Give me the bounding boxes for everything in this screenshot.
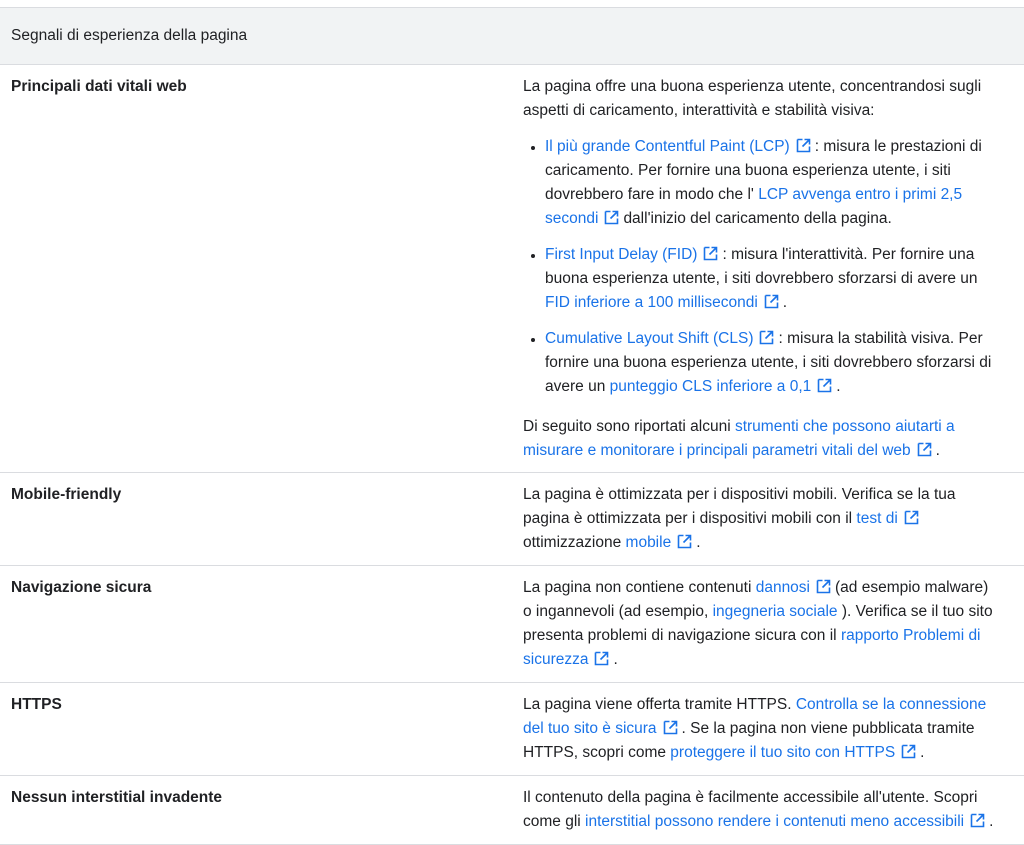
harmful-link[interactable]: dannosi (755, 579, 810, 596)
cwv-metrics-list (523, 135, 994, 399)
interstitial-text-1: Il contenuto della pagina è facilmente accessibile all'utente. Scopri come gli (523, 789, 978, 830)
external-link-icon[interactable] (663, 720, 678, 735)
cwv-outro (523, 415, 994, 463)
interstitial-text-2: . (989, 813, 994, 830)
https-text-1: La pagina viene offerta tramite HTTPS. (523, 696, 792, 713)
safe-text-1: La pagina non contiene contenuti (523, 579, 752, 596)
cwv-outro-end: . (935, 442, 940, 459)
cwv-intro: La pagina offre una buona esperienza utente, concentrandosi sugli aspetti di caricamento, interattività e stabilità visiva: (523, 78, 982, 119)
protect-site-link[interactable]: proteggere il tuo sito con HTTPS (670, 744, 896, 761)
mobile-test-link[interactable]: test di (856, 510, 898, 527)
mobile-link[interactable]: mobile (625, 534, 672, 551)
list-item-fid (545, 243, 994, 315)
row-content-interstitial (512, 776, 1024, 845)
safe-text-3: ). Verifica se il tuo sito presenta problemi di navigazione sicura con il (523, 603, 993, 644)
fid-threshold-link[interactable]: FID inferiore a 100 millisecondi (545, 294, 758, 311)
https-text-2: . Se la pagina non viene pubblicata tramite HTTPS, scopri come (523, 720, 975, 761)
table-row-interstitial (0, 776, 1024, 845)
external-link-icon[interactable] (904, 510, 919, 525)
lcp-threshold-link[interactable]: LCP avvenga entro i primi 2,5 secondi (545, 186, 963, 227)
mobile-paragraph (523, 483, 994, 555)
external-link-icon[interactable] (677, 534, 692, 549)
table-row-safe-browsing (0, 566, 1024, 683)
table-row-core-web-vitals (0, 65, 1024, 473)
row-label-mobile-friendly: Mobile-friendly (0, 473, 512, 566)
external-link-icon[interactable] (604, 210, 619, 225)
external-link-icon[interactable] (816, 579, 831, 594)
cls-link[interactable]: Cumulative Layout Shift (CLS) (545, 330, 754, 347)
cwv-tools-link[interactable]: strumenti che possono aiutarti a misurare e monitorare i principali parametri vitali del web (523, 418, 955, 459)
https-paragraph (523, 693, 994, 765)
security-report-link[interactable]: rapporto Problemi di sicurezza (523, 627, 981, 668)
https-text-3: . (920, 744, 925, 761)
table-row-mobile-friendly (0, 473, 1024, 566)
external-link-icon[interactable] (917, 442, 932, 457)
lcp-text-2: dall'inizio del caricamento della pagina. (623, 210, 892, 227)
safe-paragraph (523, 576, 994, 672)
safe-text-2: (ad esempio malware) o ingannevoli (ad esempio, (523, 579, 989, 620)
signals-table (0, 7, 1024, 845)
table-header-row (0, 8, 1024, 65)
row-label-core-web-vitals: Principali dati vitali web (0, 65, 512, 473)
mobile-text-2: ottimizzazione (523, 534, 622, 551)
social-engineering-link[interactable]: ingegneria sociale (712, 603, 838, 620)
list-item-cls (545, 327, 994, 399)
interstitial-link[interactable]: interstitial possono rendere i contenuti meno accessibili (585, 813, 965, 830)
table-header-title: Segnali di esperienza della pagina (0, 8, 1024, 65)
external-link-icon[interactable] (759, 330, 774, 345)
row-content-core-web-vitals (512, 65, 1024, 473)
external-link-icon[interactable] (764, 294, 779, 309)
row-content-mobile-friendly (512, 473, 1024, 566)
lcp-link[interactable]: Il più grande Contentful Paint (LCP) (545, 138, 790, 155)
mobile-text-3: . (696, 534, 701, 551)
list-item-lcp (545, 135, 994, 231)
cls-text-1: : misura la stabilità visiva. Per fornire una buona esperienza utente, i siti dovrebbero sforzarsi di avere un (545, 330, 992, 395)
row-label-interstitial: Nessun interstitial invadente (0, 776, 512, 845)
row-content-https (512, 683, 1024, 776)
lcp-text-1: : misura le prestazioni di caricamento. Per fornire una buona esperienza utente, i siti dovrebbero fare in modo che l' (545, 138, 982, 203)
cls-text-2: . (836, 378, 841, 395)
page-experience-table (0, 7, 1024, 845)
external-link-icon[interactable] (817, 378, 832, 393)
row-label-https: HTTPS (0, 683, 512, 776)
check-connection-link[interactable]: Controlla se la connessione del tuo sito è sicura (523, 696, 987, 737)
row-label-safe-browsing: Navigazione sicura (0, 566, 512, 683)
fid-text-2: . (782, 294, 788, 311)
mobile-text-1: La pagina è ottimizzata per i dispositivi mobili. Verifica se la tua pagina è ottimizzata per i dispositivi mobili con il (523, 486, 956, 527)
safe-text-4: . (613, 651, 618, 668)
external-link-icon[interactable] (970, 813, 985, 828)
fid-text-1: : misura l'interattività. Per fornire una buona esperienza utente, i siti dovrebbero sforzarsi di avere un (545, 246, 978, 287)
table-row-https (0, 683, 1024, 776)
external-link-icon[interactable] (901, 744, 916, 759)
external-link-icon[interactable] (703, 246, 718, 261)
row-content-safe-browsing (512, 566, 1024, 683)
fid-link[interactable]: First Input Delay (FID) (545, 246, 698, 263)
external-link-icon[interactable] (796, 138, 811, 153)
interstitial-paragraph (523, 786, 994, 834)
cls-threshold-link[interactable]: punteggio CLS inferiore a 0,1 (609, 378, 812, 395)
external-link-icon[interactable] (594, 651, 609, 666)
cwv-outro-text: Di seguito sono riportati alcuni (523, 418, 731, 435)
